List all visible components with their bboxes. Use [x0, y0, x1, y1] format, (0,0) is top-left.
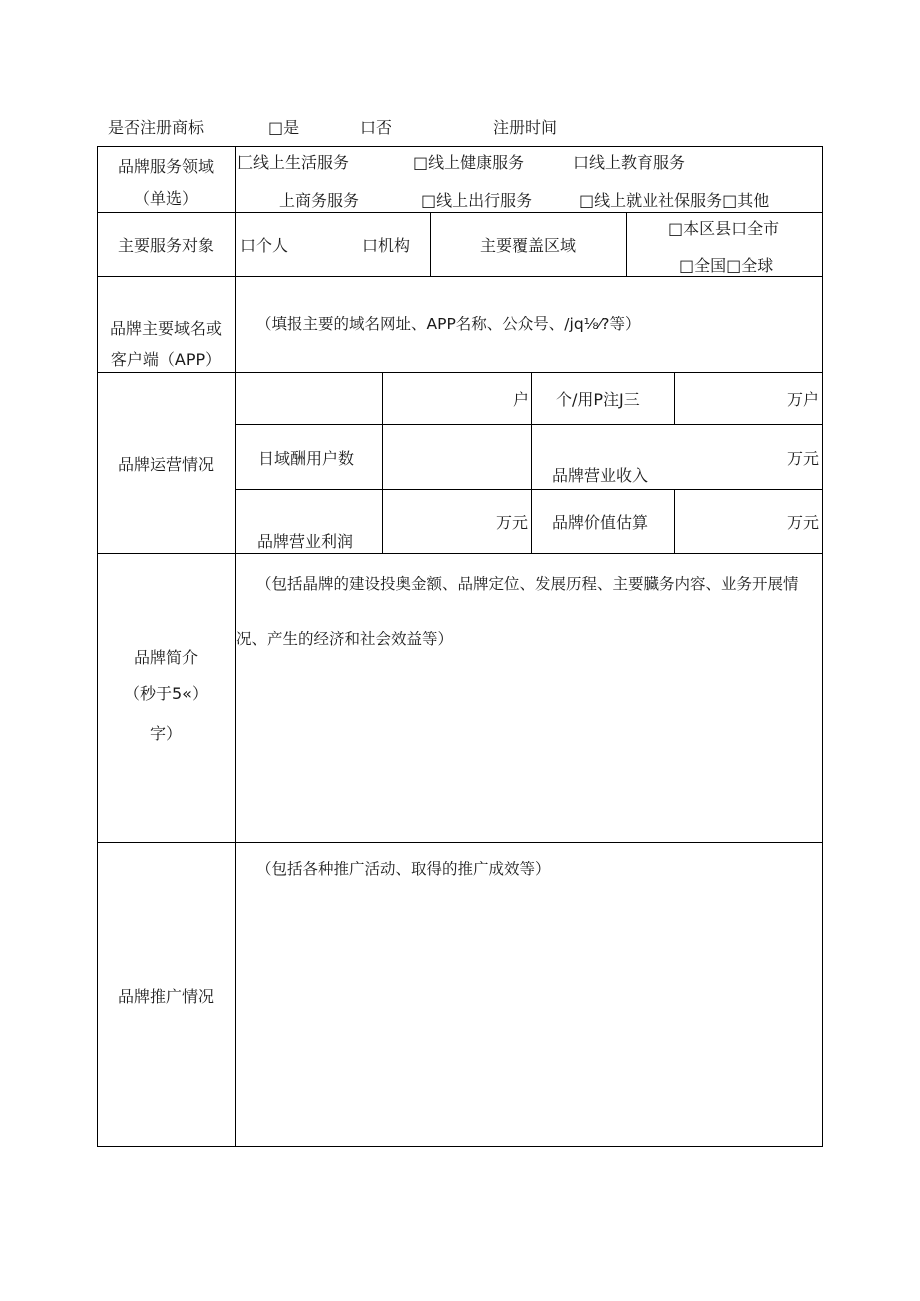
- operations-blank-cell: [236, 373, 382, 424]
- intro-word-limit-end: 字）: [149, 724, 182, 743]
- row-divider: [97, 553, 823, 554]
- option-individual[interactable]: 口个人: [240, 236, 289, 255]
- coverage-local-city[interactable]: □本区县口全市: [668, 219, 780, 238]
- unit-hu: 户: [513, 390, 530, 409]
- unit-wanyuan-value: 万元: [787, 513, 820, 532]
- coverage-label: 主要覆盖区域: [479, 236, 576, 255]
- revenue-input[interactable]: [675, 425, 785, 489]
- daily-users-input[interactable]: [383, 425, 531, 489]
- intro-label: 品牌简介: [133, 648, 198, 667]
- option-life-service[interactable]: 匚线上生活服务: [237, 153, 350, 172]
- revenue-label: 品牌营业收入: [552, 466, 649, 485]
- option-health-service[interactable]: □线上健康服务: [413, 153, 525, 172]
- registration-time-input[interactable]: [565, 118, 815, 140]
- option-employment-other[interactable]: □线上就业社保服务□其他: [579, 191, 770, 210]
- row-divider: [97, 212, 823, 213]
- trademark-no-checkbox[interactable]: 口否: [360, 118, 393, 137]
- col-divider: [626, 212, 627, 276]
- users-count-input[interactable]: [383, 373, 513, 424]
- intro-hint-line2: 况、产生的经济和社会效益等）: [236, 630, 454, 648]
- domain-app-input[interactable]: [236, 340, 822, 372]
- coverage-national-global[interactable]: □全国□全球: [679, 256, 774, 275]
- profit-label: 品牌营业利润: [257, 532, 354, 551]
- service-domain-label: 品牌服务领域: [117, 157, 214, 176]
- table-border-bottom: [97, 1146, 823, 1147]
- brand-value-label: 品牌价值估算: [552, 513, 649, 532]
- domain-app-sublabel: 客户端（APP）: [110, 350, 222, 369]
- option-travel-service[interactable]: □线上出行服务: [421, 191, 533, 210]
- option-business-service[interactable]: 上商务服务: [279, 191, 360, 210]
- daily-users-label: 日域酬用户数: [258, 449, 355, 468]
- service-domain-sublabel: （单选）: [133, 189, 198, 208]
- intro-hint-line1: （包括晶牌的建设投奥金额、品牌定位、发展历程、主要臓务内容、业务开展情: [256, 575, 799, 593]
- service-target-label: 主要服务对象: [117, 236, 214, 255]
- table-border-right: [822, 146, 823, 1147]
- intro-textarea[interactable]: [236, 660, 822, 842]
- registration-time-label: 注册时间: [493, 118, 558, 137]
- trademark-yes-checkbox[interactable]: □是: [268, 118, 300, 137]
- row-divider: [97, 276, 823, 277]
- domain-app-label: 品牌主要域名或: [109, 319, 222, 338]
- profit-input[interactable]: [383, 490, 493, 553]
- registered-users-input[interactable]: [675, 373, 785, 424]
- intro-word-limit: （秒于5«）: [124, 684, 208, 703]
- option-organization[interactable]: 口机构: [362, 236, 411, 255]
- brand-value-input[interactable]: [675, 490, 785, 553]
- col-divider: [531, 372, 532, 553]
- unit-wanyuan-profit: 万元: [496, 513, 529, 532]
- promotion-hint: （包括各种推广活动、取得的推广成效等）: [256, 860, 551, 878]
- option-education-service[interactable]: 口线上教育服务: [573, 153, 686, 172]
- promotion-label: 品牌推广情况: [117, 987, 214, 1006]
- row-divider: [97, 842, 823, 843]
- unit-wanyuan-revenue: 万元: [787, 449, 820, 468]
- table-border-top: [97, 146, 823, 147]
- trademark-label: 是否注册商标: [108, 118, 205, 137]
- operations-label: 品牌运营情况: [117, 455, 214, 474]
- unit-wanhu: 万户: [787, 390, 820, 409]
- domain-app-hint: （填报主要的域名网址、APP名称、公众号、/jq⅛⁄?等）: [256, 315, 641, 333]
- promotion-textarea[interactable]: [236, 890, 822, 1146]
- registered-users-label: 个/用P注J三: [556, 390, 640, 409]
